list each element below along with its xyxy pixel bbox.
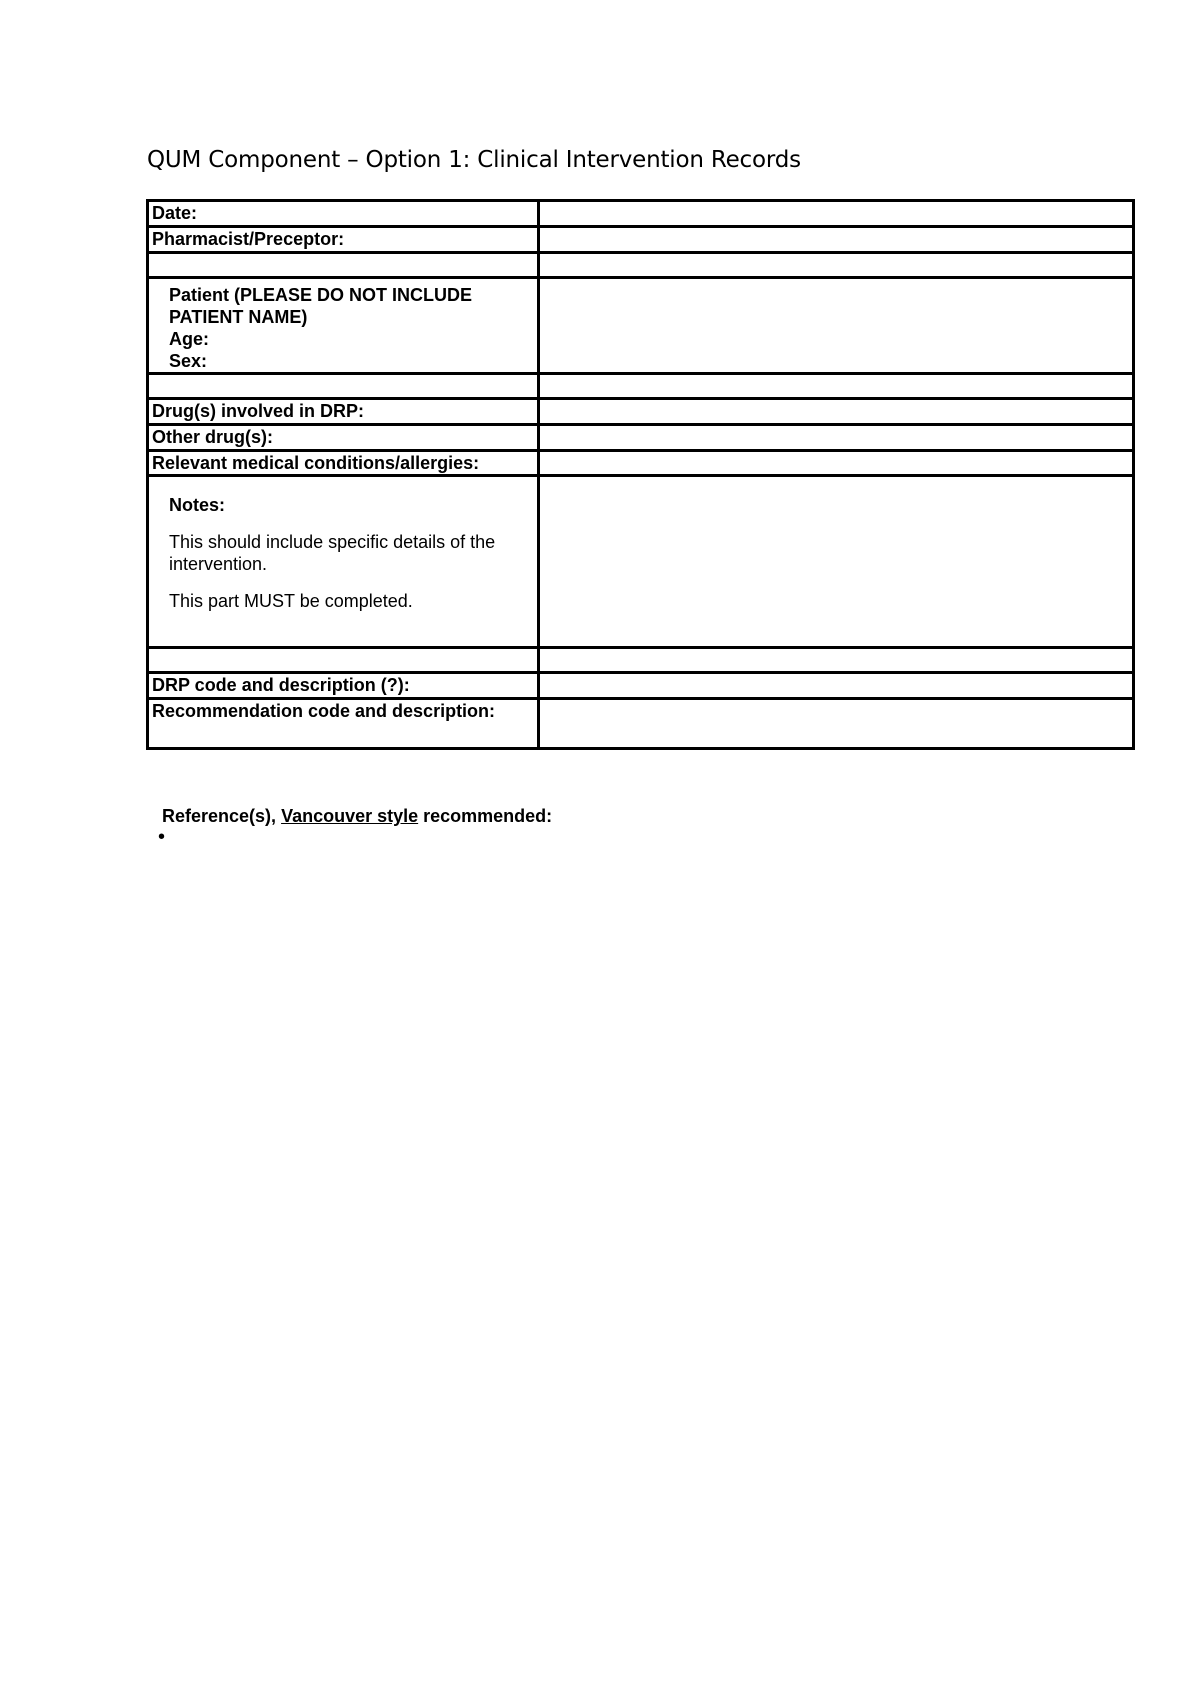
date-field[interactable] <box>539 201 1134 227</box>
notes-requirement: This part MUST be completed. <box>169 591 413 611</box>
page-title: QUM Component – Option 1: Clinical Intervention Records <box>147 147 801 173</box>
intervention-form-table <box>146 199 1135 750</box>
pharmacist-row <box>148 227 1134 253</box>
spacer-cell <box>539 374 1134 399</box>
spacer-row <box>148 374 1134 399</box>
patient-label-line1: Patient (PLEASE DO NOT INCLUDE <box>169 285 473 305</box>
references-suffix: recommended: <box>418 806 553 826</box>
notes-label: Notes: <box>169 495 226 515</box>
other-drugs-field[interactable] <box>539 425 1134 451</box>
medical-conditions-field[interactable] <box>539 451 1134 476</box>
recommendation-field[interactable] <box>539 699 1134 749</box>
patient-label-cell <box>148 278 539 374</box>
references-heading <box>162 806 552 827</box>
other-drugs-label: Other drug(s): <box>148 425 539 451</box>
spacer-cell <box>539 648 1134 673</box>
medical-conditions-row <box>148 451 1134 476</box>
spacer-row <box>148 648 1134 673</box>
spacer-cell <box>148 253 539 278</box>
spacer-cell <box>148 648 539 673</box>
pharmacist-field[interactable] <box>539 227 1134 253</box>
date-label: Date: <box>148 201 539 227</box>
spacer-cell <box>539 253 1134 278</box>
reference-bullet: • <box>158 826 166 848</box>
drp-code-row <box>148 673 1134 699</box>
age-label: Age: <box>169 329 209 349</box>
other-drugs-row <box>148 425 1134 451</box>
sex-label: Sex: <box>169 351 208 371</box>
drugs-involved-label: Drug(s) involved in DRP: <box>148 399 539 425</box>
spacer-row <box>148 253 1134 278</box>
recommendation-row <box>148 699 1134 749</box>
drp-code-label: DRP code and description (?): <box>148 673 539 699</box>
pharmacist-label: Pharmacist/Preceptor: <box>148 227 539 253</box>
spacer-cell <box>148 374 539 399</box>
patient-label-line2: PATIENT NAME) <box>169 307 308 327</box>
drp-code-field[interactable] <box>539 673 1134 699</box>
notes-field[interactable] <box>539 476 1134 648</box>
patient-field[interactable] <box>539 278 1134 374</box>
recommendation-label: Recommendation code and description: <box>148 699 539 749</box>
vancouver-style-link[interactable]: Vancouver style <box>281 806 419 826</box>
drugs-involved-row <box>148 399 1134 425</box>
notes-label-cell <box>148 476 539 648</box>
drugs-involved-field[interactable] <box>539 399 1134 425</box>
medical-conditions-label: Relevant medical conditions/allergies: <box>148 451 539 476</box>
patient-row <box>148 278 1134 374</box>
date-row <box>148 201 1134 227</box>
notes-instruction: This should include specific details of the intervention. <box>169 532 496 574</box>
notes-row <box>148 476 1134 648</box>
references-prefix: Reference(s), <box>162 806 282 826</box>
